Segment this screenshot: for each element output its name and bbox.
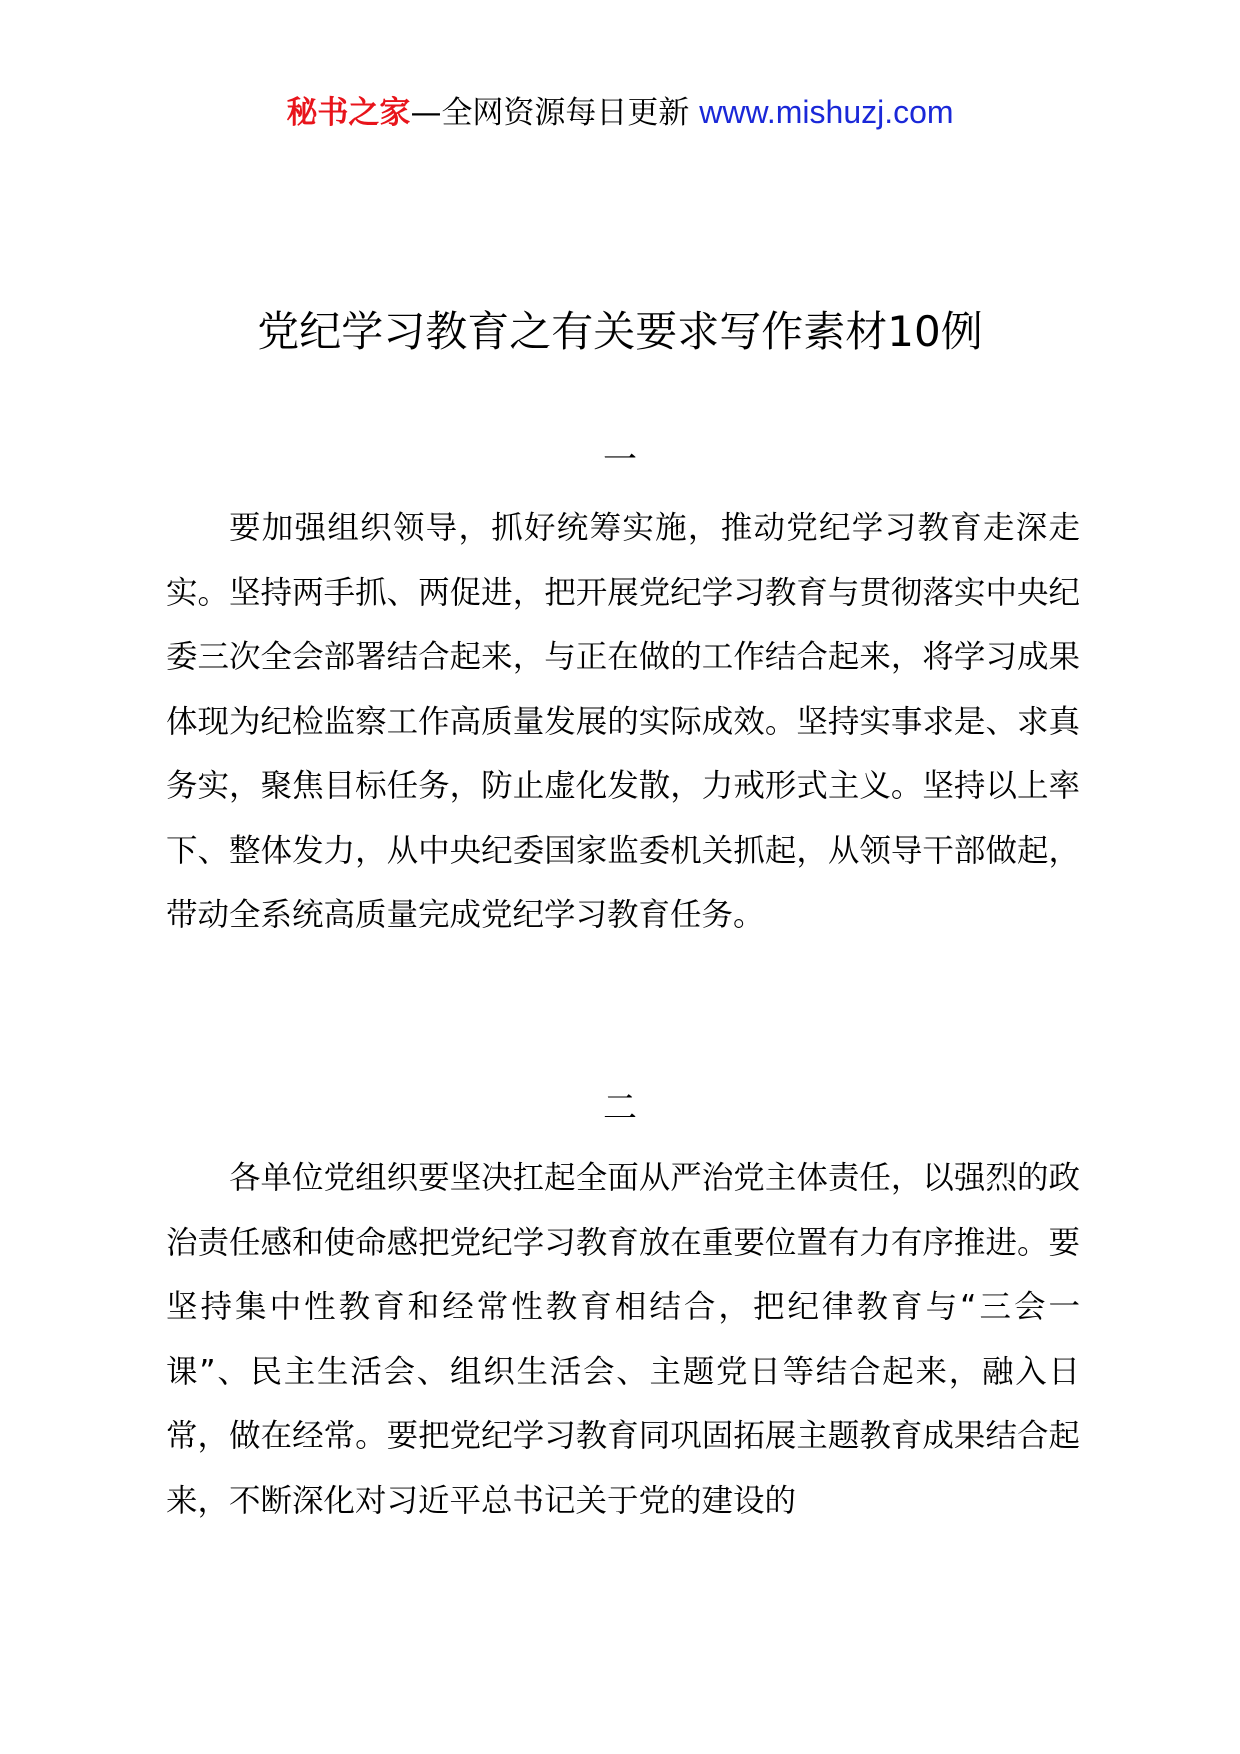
section-number-1: 一 bbox=[603, 440, 637, 480]
section-paragraph-2: 各单位党组织要坚决扛起全面从严治党主体责任，以强烈的政治责任感和使命感把党纪学习教育放在重要位置有力有序推进。要坚持集中性教育和经常性教育相结合，把纪律教育与“三会一课”、民主生活会、组织生活会、主题党日等结合起来，融入日常，做在经常。要把党纪学习教育同巩固拓展主题教育成果结合起来，不断深化对习近平总书记关于党的建设的 bbox=[166, 1160, 1080, 1519]
document-title: 党纪学习教育之有关要求写作素材10例 bbox=[257, 307, 983, 356]
section-paragraph-1: 要加强组织领导，抓好统筹实施，推动党纪学习教育走深走实。坚持两手抓、两促进，把开展党纪学习教育与贯彻落实中央纪委三次全会部署结合起来，与正在做的工作结合起来，将学习成果体现为纪检监察工作高质量发展的实际成效。坚持实事求是、求真务实，聚焦目标任务，防止虚化发散，力戒形式主义。坚持以上率下、整体发力，从中央纪委国家监委机关抓起，从领导干部做起，带动全系统高质量完成党纪学习教育任务。 bbox=[166, 510, 1080, 933]
section-number-2: 二 bbox=[603, 1088, 637, 1128]
site-url-link[interactable]: www.mishuzj.com bbox=[699, 94, 954, 130]
brand-name: 秘书之家 bbox=[286, 95, 411, 131]
site-header bbox=[0, 92, 1240, 133]
header-slogan: —全网资源每日更新 bbox=[410, 95, 700, 131]
